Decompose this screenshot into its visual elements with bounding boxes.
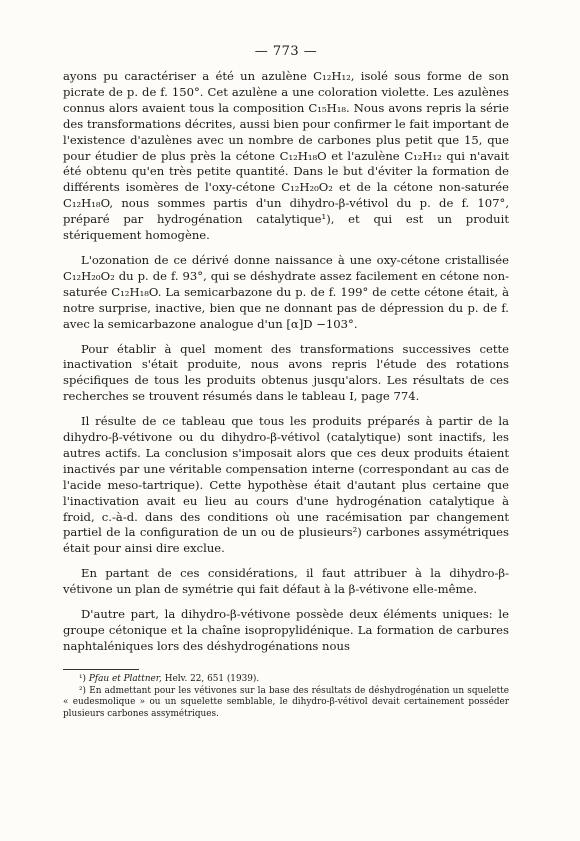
paragraph-3: Pour établir à quel moment des transformations successives cette inactivation s'était produite, nous avons repris l'étude des rotations spécifiques de tous les produits obtenus jusqu'alors. Les résultats de ces recherches se trouvent résumés dans le tableau I, page 774.	[63, 341, 509, 404]
paragraph-4: Il résulte de ce tableau que tous les produits préparés à partir de la dihydro-β-vétivone ou du dihydro-β-vétivol (catalytique) sont inactifs, les autres actifs. La conclusion s'imposait alors que ces deux produits étaient inactivés par une véritable compensation interne (correspondant au cas de l'acide meso-tartrique). Cette hypothèse était d'autant plus certaine que l'inactivation avait eu lieu au cours d'une hydrogénation catalytique à froid, c.-à-d. dans des conditions où une racémisation par changement partiel de la configuration de un ou de plusieurs²) carbones assymétriques était pour ainsi dire exclue.	[63, 414, 509, 556]
paragraph-6: D'autre part, la dihydro-β-vétivone possède deux éléments uniques: le groupe cétonique et la chaîne isopropylidénique. La formation de carbures naphtaléniques lors des déshydrogénations nous	[63, 607, 509, 653]
footnote-rule	[63, 669, 139, 670]
page-number: — 773 —	[254, 44, 318, 59]
paragraph-1: ayons pu caractériser a été un azulène C₁₂H₁₂, isolé sous forme de son picrate de p. de f. 150°. Cet azulène a une coloration violette. Les azulènes connus alors avaient tous la composition C₁₅H₁₈. Nous avons repris la série des transformations décrites, aussi bien pour confirmer le fait important de l'existence d'azulènes avec un nombre de carbones plus petit que 15, que pour étudier de plus près la cétone C₁₂H₁₈O et l'azulène C₁₂H₁₂ qui n'avait été obtenu qu'en très petite quantité. Dans le but d'éviter la formation de différents isomères de l'oxy-cétone C₁₂H₂₀O₂ et de la cétone non-saturée C₁₂H₁₈O, nous sommes partis d'un dihydro-β-vétivol du p. de f. 107°, préparé par hydrogénation catalytique¹), et qui est un produit stériquement homogène.	[63, 69, 509, 243]
footnote-1-mark: ¹)	[79, 673, 87, 684]
document-page	[63, 44, 509, 721]
footnote-2: ²) En admettant pour les vétivones sur la base des résultats de déshydrogénation un squelette « eudesmolique » ou un squelette semblable, le dihydro-β-vétivol devait certainement posséder plusieurs carbones assymétriques.	[63, 685, 509, 720]
footnote-1	[63, 674, 509, 686]
footnote-1-reference: Helv. 22, 651 (1939).	[164, 673, 260, 684]
footnote-1-authors: Pfau et Plattner,	[88, 673, 162, 684]
paragraph-5: En partant de ces considérations, il faut attribuer à la dihydro-β-vétivone un plan de symétrie qui fait défaut à la β-vétivone elle-même.	[63, 566, 509, 597]
paragraph-2: L'ozonation de ce dérivé donne naissance à une oxy-cétone cristallisée C₁₂H₂₀O₂ du p. de f. 93°, qui se déshydrate assez facilement en cétone non-saturée C₁₂H₁₈O. La semicarbazone du p. de f. 199° de cette cétone était, à notre surprise, inactive, bien que ne donnant pas de dépression du p. de f. avec la semicarbazone analogue d'un [α]D −103°.	[63, 252, 509, 331]
